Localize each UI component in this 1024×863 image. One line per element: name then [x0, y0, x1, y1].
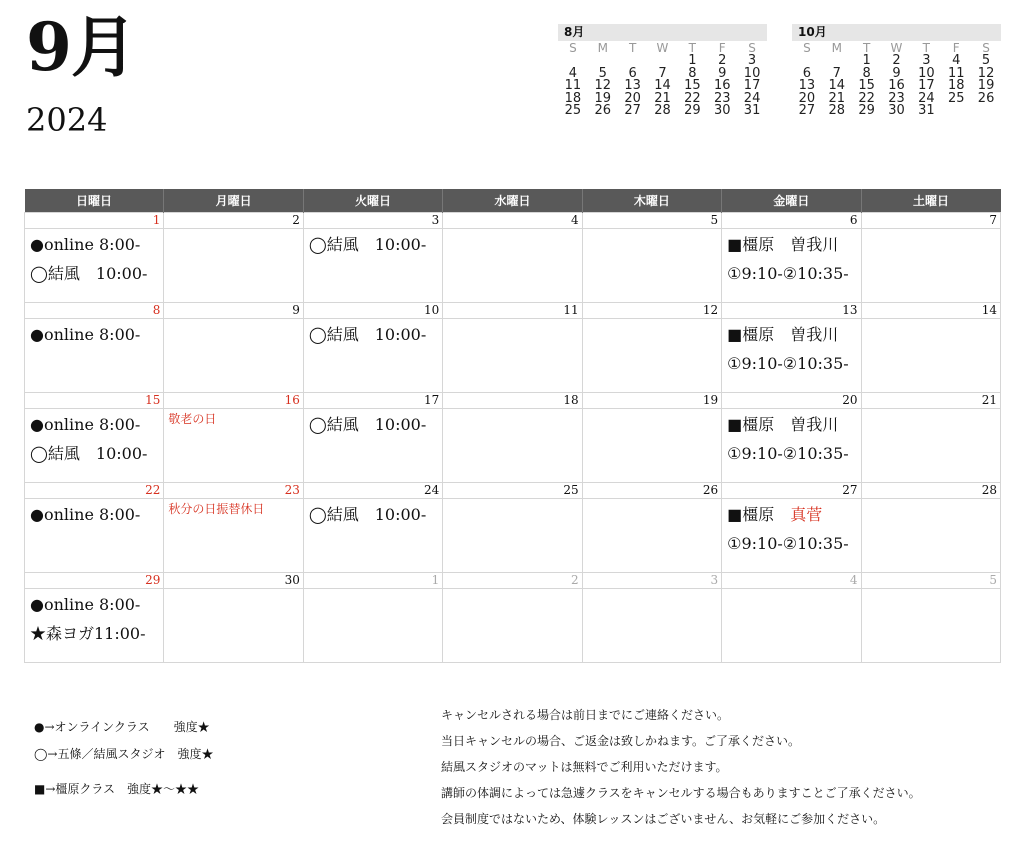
mini-weekday-label: W [656, 41, 669, 55]
event-text: ●online 8:00- [30, 235, 141, 254]
mini-day: 15 [858, 78, 875, 93]
mini-day: 20 [798, 90, 816, 106]
weekday-header: 金曜日 [722, 189, 861, 213]
mini-weekday-label: W [890, 41, 903, 55]
mini-day: 23 [713, 90, 731, 106]
event-line [25, 319, 163, 348]
day-number: 14 [862, 303, 1000, 319]
mini-weekday-label: T [628, 41, 637, 55]
event-text: ●online 8:00- [30, 595, 141, 614]
day-cell [861, 573, 1000, 663]
week-row [25, 303, 1001, 393]
weekday-header: 日曜日 [25, 189, 164, 213]
mini-day: 15 [684, 78, 701, 93]
mini-day: 20 [624, 90, 641, 106]
mini-day: 7 [658, 65, 667, 81]
holiday-label: 敬老の日 [168, 412, 217, 426]
day-cell [722, 573, 861, 663]
mini-day: 11 [947, 65, 965, 81]
month-title: 9月 [26, 8, 136, 86]
event-text: ■橿原 曽我川 [727, 235, 839, 254]
mini-day: 4 [952, 53, 961, 68]
day-cell [722, 393, 861, 483]
mini-weekday-label: S [982, 41, 990, 55]
event-line [722, 348, 860, 377]
event-line [25, 499, 163, 528]
note-line: 当日キャンセルの場合、ご返金は致しかねます。ご了承ください。 [441, 734, 801, 748]
mini-day: 25 [947, 90, 965, 106]
event-text: ◯結風 10:00- [308, 415, 427, 434]
mini-day: 9 [892, 65, 901, 81]
mini-day: 27 [624, 103, 641, 118]
mini-calendar-august [558, 24, 767, 118]
event-line [25, 618, 163, 647]
event-text: ●online 8:00- [30, 325, 141, 344]
event-text: ①9:10-②10:35- [727, 264, 849, 283]
day-number: 4 [443, 213, 581, 229]
weekday-header: 木曜日 [582, 189, 721, 213]
day-cell [25, 573, 164, 663]
note-line: 会員制度ではないため、体験レッスンはございません、お気軽にご参加ください。 [441, 812, 886, 826]
day-number: 3 [583, 573, 721, 589]
day-cell [443, 393, 582, 483]
mini-day: 29 [858, 103, 875, 118]
day-number: 24 [304, 483, 442, 499]
event-text: ①9:10-②10:35- [727, 534, 849, 553]
event-line [722, 499, 860, 528]
event-text: ①9:10-②10:35- [727, 444, 849, 463]
mini-weekday-label: S [803, 41, 811, 55]
event-location-highlight: 真菅 [790, 505, 823, 524]
day-cell [164, 573, 303, 663]
weekday-header: 火曜日 [303, 189, 442, 213]
event-text: ■橿原 曽我川 [727, 325, 839, 344]
day-cell [164, 483, 303, 573]
mini-day: 26 [594, 103, 612, 118]
mini-day: 1 [862, 53, 871, 68]
mini-day: 6 [802, 65, 812, 81]
mini-calendar-grid [792, 41, 1001, 118]
mini-day: 17 [918, 78, 935, 93]
day-number: 29 [25, 573, 163, 589]
mini-day: 9 [718, 65, 727, 81]
day-number: 28 [862, 483, 1000, 499]
mini-day: 19 [977, 78, 995, 93]
day-number: 16 [164, 393, 302, 409]
mini-weekday-label: T [688, 41, 697, 55]
event-line [25, 589, 163, 618]
day-cell [25, 303, 164, 393]
mini-day: 12 [594, 78, 612, 93]
event-line [25, 438, 163, 467]
day-number: 1 [304, 573, 442, 589]
day-cell [164, 393, 303, 483]
mini-calendar-october [792, 24, 1001, 118]
year-title: 2024 [26, 101, 108, 139]
day-cell [25, 393, 164, 483]
event-text: ★森ヨガ11:00- [30, 624, 146, 643]
day-number: 21 [862, 393, 1000, 409]
mini-day: 12 [977, 65, 995, 81]
day-number: 3 [304, 213, 442, 229]
legend-kashihara: ■→橿原クラス 強度★〜★★ [34, 782, 200, 796]
mini-day: 31 [918, 103, 935, 118]
day-cell [443, 303, 582, 393]
day-number: 4 [722, 573, 860, 589]
week-row [25, 213, 1001, 303]
day-number: 25 [443, 483, 581, 499]
mini-weekday-label: M [597, 41, 608, 55]
mini-day: 29 [684, 103, 701, 118]
holiday-label: 秋分の日振替休日 [168, 502, 265, 516]
note-line: 講師の体調によっては急遽クラスをキャンセルする場合もありますことご了承ください。 [441, 786, 921, 800]
mini-day: 14 [828, 78, 846, 93]
day-cell [861, 393, 1000, 483]
day-cell [582, 303, 721, 393]
day-cell [722, 303, 861, 393]
event-text: ●online 8:00- [30, 505, 141, 524]
weekday-header: 土曜日 [861, 189, 1000, 213]
mini-weekday-label: M [831, 41, 842, 55]
event-line [304, 319, 442, 348]
mini-day: 19 [594, 90, 612, 106]
mini-day: 26 [977, 90, 995, 106]
mini-day: 3 [747, 53, 757, 68]
day-cell [861, 303, 1000, 393]
mini-day: 11 [564, 78, 582, 93]
day-number: 1 [25, 213, 163, 229]
day-cell [582, 573, 721, 663]
mini-day: 1 [688, 53, 697, 68]
event-text: ■橿原 曽我川 [727, 415, 839, 434]
mini-calendar-grid [558, 41, 767, 118]
event-line [722, 229, 860, 258]
event-line [722, 528, 860, 557]
mini-day: 7 [832, 65, 841, 81]
legend-online: ●→オンラインクラス 強度★ [34, 720, 210, 734]
day-number: 23 [164, 483, 302, 499]
day-number: 5 [862, 573, 1000, 589]
day-number: 13 [722, 303, 860, 319]
event-line [722, 438, 860, 467]
day-cell [25, 213, 164, 303]
day-number: 2 [164, 213, 302, 229]
day-number: 17 [304, 393, 442, 409]
day-number: 27 [722, 483, 860, 499]
day-number: 11 [443, 303, 581, 319]
week-row [25, 573, 1001, 663]
notes [441, 702, 921, 832]
mini-day: 18 [947, 78, 965, 93]
day-cell [303, 483, 442, 573]
day-cell [25, 483, 164, 573]
day-cell [303, 213, 442, 303]
day-number: 10 [304, 303, 442, 319]
day-cell [303, 393, 442, 483]
event-line [722, 319, 860, 348]
day-cell [443, 573, 582, 663]
day-cell [443, 483, 582, 573]
mini-day: 22 [858, 90, 875, 106]
day-number: 12 [583, 303, 721, 319]
event-text: ◯結風 10:00- [308, 325, 427, 344]
day-number: 30 [164, 573, 302, 589]
event-line [722, 258, 860, 287]
weekday-header: 月曜日 [164, 189, 303, 213]
event-text: ◯結風 10:00- [30, 444, 148, 463]
event-line [25, 258, 163, 287]
mini-day: 22 [684, 90, 701, 106]
mini-day: 24 [743, 90, 761, 106]
day-cell [443, 213, 582, 303]
day-number: 8 [25, 303, 163, 319]
mini-day: 8 [862, 65, 871, 81]
event-line [722, 409, 860, 438]
day-number: 22 [25, 483, 163, 499]
mini-weekday-label: T [922, 41, 931, 55]
mini-weekday-label: T [862, 41, 871, 55]
legend-studio: ◯→五條／結風スタジオ 強度★ [34, 747, 214, 761]
mini-day: 30 [713, 103, 731, 118]
mini-weekday-label: S [748, 41, 756, 55]
mini-weekday-label: F [718, 41, 726, 55]
mini-day: 2 [892, 53, 901, 68]
mini-day: 21 [828, 90, 846, 106]
mini-day: 18 [564, 90, 582, 106]
week-row [25, 483, 1001, 573]
day-cell [582, 393, 721, 483]
mini-day: 5 [981, 53, 991, 68]
day-number: 18 [443, 393, 581, 409]
day-number: 5 [583, 213, 721, 229]
event-text: ①9:10-②10:35- [727, 354, 849, 373]
day-number: 15 [25, 393, 163, 409]
day-number: 20 [722, 393, 860, 409]
day-cell [164, 213, 303, 303]
day-number: 7 [862, 213, 1000, 229]
mini-day: 13 [624, 78, 641, 93]
event-line [304, 229, 442, 258]
mini-day: 24 [918, 90, 935, 106]
mini-day: 10 [743, 65, 761, 81]
day-number: 19 [583, 393, 721, 409]
day-number: 6 [722, 213, 860, 229]
mini-day: 13 [798, 78, 816, 93]
day-cell [303, 573, 442, 663]
event-text: ◯結風 10:00- [30, 264, 148, 283]
event-line [304, 409, 442, 438]
weekday-header: 水曜日 [443, 189, 582, 213]
mini-weekday-label: S [569, 41, 577, 55]
mini-day: 6 [628, 65, 637, 81]
mini-day: 25 [564, 103, 582, 118]
day-cell [582, 483, 721, 573]
month-calendar [24, 189, 1001, 663]
day-cell [722, 483, 861, 573]
event-text: ■橿原 [727, 505, 791, 524]
mini-day: 16 [888, 78, 905, 93]
event-text: ◯結風 10:00- [308, 505, 427, 524]
mini-day: 17 [743, 78, 761, 93]
note-line: 結風スタジオのマットは無料でご利用いただけます。 [441, 760, 728, 774]
mini-day: 2 [718, 53, 727, 68]
day-cell [722, 213, 861, 303]
mini-day: 31 [743, 103, 761, 118]
mini-weekday-label: F [952, 41, 960, 55]
event-line [25, 229, 163, 258]
mini-day: 4 [568, 65, 578, 81]
day-number: 2 [443, 573, 581, 589]
day-cell [303, 303, 442, 393]
mini-day: 21 [654, 90, 671, 106]
day-cell [861, 483, 1000, 573]
day-cell [582, 213, 721, 303]
day-cell [164, 303, 303, 393]
mini-day: 27 [798, 103, 816, 118]
event-line [25, 409, 163, 438]
week-row [25, 393, 1001, 483]
note-line: キャンセルされる場合は前日までにご連絡ください。 [441, 708, 730, 722]
mini-day: 8 [688, 65, 697, 81]
mini-calendar-title: 10月 [792, 24, 1001, 41]
mini-day: 5 [598, 65, 607, 81]
mini-day: 14 [654, 78, 671, 93]
mini-day: 10 [918, 65, 935, 81]
day-number: 9 [164, 303, 302, 319]
mini-day: 28 [828, 103, 846, 118]
weekday-header-row [25, 189, 1001, 213]
event-text: ◯結風 10:00- [308, 235, 427, 254]
day-cell [861, 213, 1000, 303]
mini-day: 3 [922, 53, 931, 68]
event-line [304, 499, 442, 528]
mini-day: 23 [888, 90, 905, 106]
mini-calendar-title: 8月 [558, 24, 767, 41]
mini-day: 30 [888, 103, 905, 118]
mini-day: 16 [713, 78, 731, 93]
day-number: 26 [583, 483, 721, 499]
mini-day: 28 [654, 103, 671, 118]
event-text: ●online 8:00- [30, 415, 141, 434]
